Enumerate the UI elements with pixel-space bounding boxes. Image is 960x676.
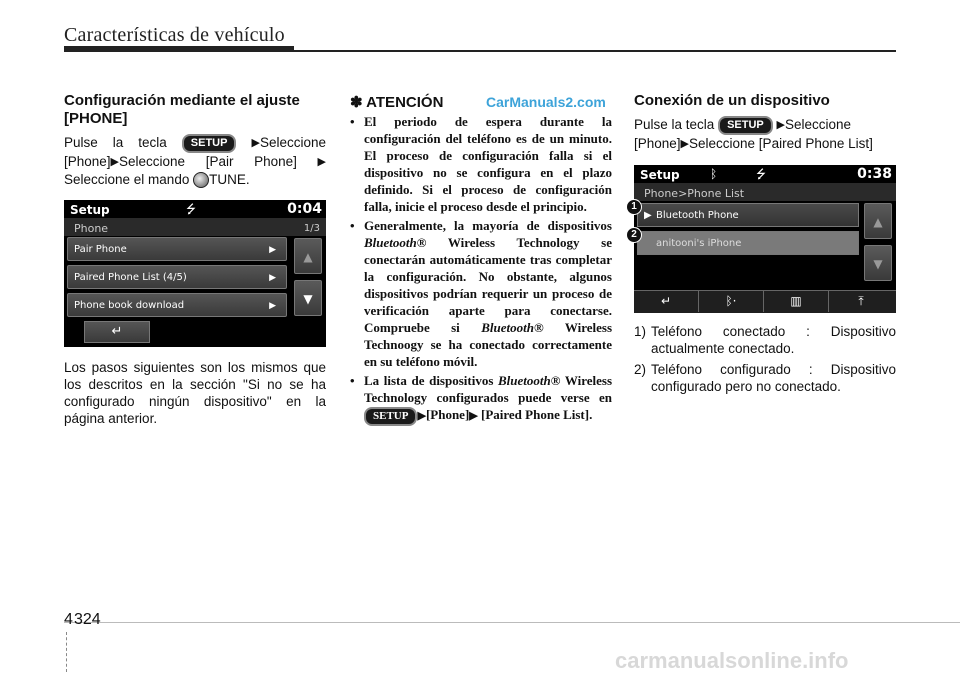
arrow-right-icon: ▶ — [776, 119, 785, 131]
watermark-carmanualsonline: carmanualsonline.info — [615, 648, 849, 673]
attention-bullet-2: • Generalmente, la mayoría de dispositivos Bluetooth® Wireless Technology se conectarán automáticamente tras completar la configuración. No obstante, algunos dispositivos podrían requerir un proceso de verificación aparte para conectarse. Compruebe si Bluetooth® Wireless Technoogy se ha conectado correctamente en su teléfono móvil. — [350, 218, 613, 369]
callout-marker-2: 2 — [626, 227, 642, 243]
screen-title: Setup — [640, 167, 680, 182]
arrow-right-icon: ▶ — [251, 137, 260, 149]
scroll-down-button[interactable]: ▼ — [294, 280, 322, 316]
note-paragraph: Los pasos siguientes son los mismos que los descritos en la sección "Si no se ha configurado ningún dispositivo" en la página anterior. — [64, 360, 326, 427]
screen-title: Setup — [70, 203, 110, 218]
menu-item-paired-phone-list[interactable]: Paired Phone List (4/5) ▶ — [67, 265, 287, 289]
attention-title: ✽ ATENCIÓN — [350, 94, 444, 111]
scroll-down-button[interactable]: ▼ — [864, 245, 892, 281]
arrow-right-icon: ▶ — [680, 137, 690, 150]
tune-knob-icon — [193, 172, 209, 188]
back-button[interactable]: ↵ — [84, 321, 150, 343]
arrow-right-icon: ▶ — [317, 155, 326, 168]
chevron-right-icon: ▶ — [269, 301, 276, 312]
arrow-right-icon: ▶ — [417, 409, 426, 422]
column-2 — [350, 94, 612, 428]
chapter-number: 4 — [64, 611, 73, 628]
setup-key: SETUP — [182, 134, 237, 153]
screen-toolbar — [634, 290, 896, 313]
arrow-right-icon: ▶ — [110, 155, 120, 168]
column-3 — [634, 92, 896, 399]
setup-key: SETUP — [718, 116, 773, 135]
footer-rule — [64, 622, 960, 623]
screen-clock: 0:04 — [287, 201, 322, 218]
menu-item-pair-phone[interactable]: Pair Phone ▶ — [67, 237, 287, 261]
arrow-right-icon: ▶ — [469, 409, 478, 422]
list-item: 1) Teléfono conectado : Dispositivo actualmente conectado. — [634, 323, 896, 356]
chevron-right-icon: ▶ — [269, 245, 276, 256]
header-rule — [64, 50, 896, 52]
page-header-title: Características de vehículo — [64, 24, 285, 46]
callout-marker-1: 1 — [626, 199, 642, 215]
screen-subtitle: Phone — [74, 222, 109, 236]
usb-icon: ⭍ — [756, 166, 766, 181]
back-icon[interactable]: ↵ — [634, 291, 699, 312]
footer-divider — [66, 632, 67, 672]
phone-list-screen — [634, 165, 896, 313]
priority-icon[interactable]: ⤒ — [858, 293, 864, 308]
setup-phone-screen — [64, 200, 326, 347]
instruction-paragraph: Pulse la tecla SETUP ▶Seleccione [Phone]▶Seleccione [Paired Phone List] — [634, 117, 873, 151]
scroll-up-button[interactable]: ▲ — [864, 203, 892, 239]
bluetooth-icon: ᛒ — [710, 166, 718, 181]
setup-key: SETUP — [364, 407, 417, 426]
attention-bullet-1: • El periodo de espera durante la configuración del teléfono es de un minuto. El proceso de configuración falla si el dispositivo no se configura en el plazo definido. Si el proceso de configuración falla, inicie el proceso desde el principio. — [350, 114, 612, 214]
play-icon: ▶ — [644, 209, 652, 221]
watermark-carmanuals: CarManuals2.com — [486, 94, 606, 110]
device-item-connected[interactable]: ▶ Bluetooth Phone — [637, 203, 859, 227]
page-indicator: 1/3 — [303, 223, 320, 235]
chevron-right-icon: ▶ — [269, 273, 276, 284]
instruction-paragraph: Pulse la tecla SETUP ▶Seleccione [Phone]▶Seleccione [Pair Phone] ▶ Seleccione el mando TUNE. — [64, 135, 326, 187]
menu-item-phone-book-download[interactable]: Phone book download ▶ — [67, 293, 287, 317]
section-heading-phone-setup: Configuración mediante el ajuste [PHONE] — [64, 92, 300, 127]
attention-bullet-3: • La lista de dispositivos Bluetooth® Wireless Technology configurados puede verse en SETUP ▶[Phone]▶ [Paired Phone List]. — [350, 372, 612, 426]
screen-clock: 0:38 — [857, 165, 892, 182]
section-heading-connect-device: Conexión de un dispositivo — [634, 92, 830, 109]
page-number: 324 — [74, 611, 101, 628]
bluetooth-connect-icon[interactable]: ᛒ· — [699, 291, 764, 312]
column-1 — [64, 92, 326, 433]
scroll-up-button[interactable]: ▲ — [294, 238, 322, 274]
device-item-paired[interactable]: anitooni's iPhone — [637, 231, 859, 255]
usb-icon: ⭍ — [186, 202, 196, 217]
delete-icon[interactable]: ▥ — [764, 291, 829, 312]
list-item: 2) Teléfono configurado : Dispositivo configurado pero no conectado. — [634, 361, 896, 394]
screen-subtitle: Phone>Phone List — [644, 186, 745, 200]
